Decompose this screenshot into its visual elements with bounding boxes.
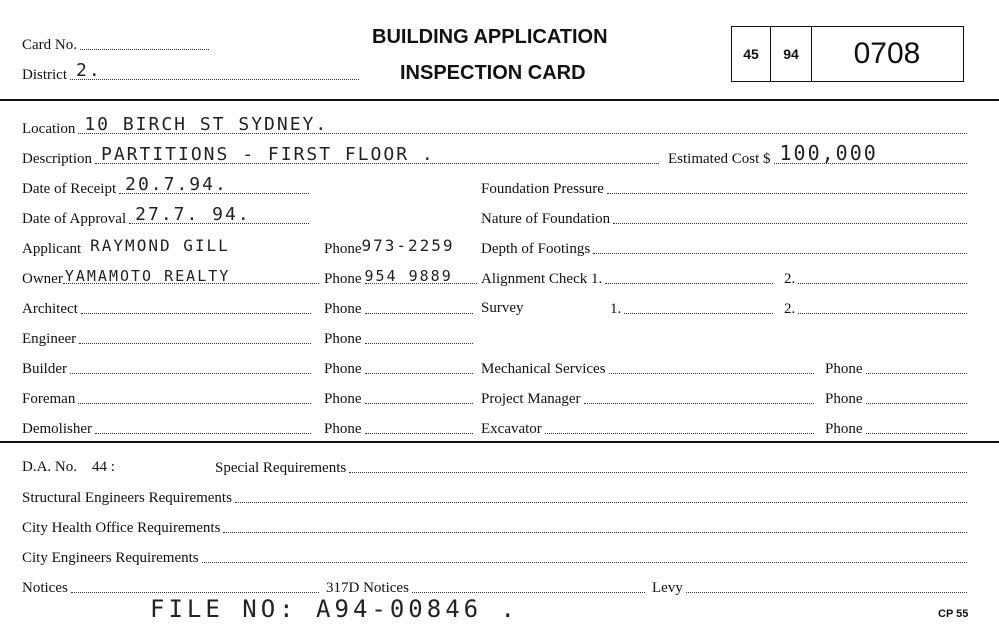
engineer-field	[22, 328, 314, 348]
nature-of-foundation-field	[481, 208, 970, 228]
date-of-approval-label: Date of Approval	[22, 211, 127, 227]
demolisher-label: Demolisher	[22, 421, 92, 437]
foundation-pressure-dots	[607, 193, 967, 194]
estimated-cost-dots	[774, 141, 968, 165]
engineer-label: Engineer	[22, 331, 77, 347]
owner-dots	[63, 267, 319, 285]
header-divider	[0, 99, 999, 101]
location-label: Location	[22, 121, 76, 137]
demolisher-phone-field	[324, 418, 476, 438]
survey-2-dots	[798, 313, 967, 314]
owner-field	[22, 268, 322, 288]
owner-phone-dots	[364, 267, 478, 285]
owner-phone-label: Phone	[324, 271, 362, 287]
city-health-label: City Health Office Requirements	[22, 520, 221, 536]
city-engineers-field	[22, 547, 970, 567]
owner-value: YAMAMOTO REALTY	[64, 267, 231, 285]
owner-phone-field	[324, 268, 480, 288]
structural-engineers-dots	[235, 502, 967, 503]
foreman-phone-label: Phone	[324, 391, 362, 407]
reference-box-b: 94	[771, 27, 812, 81]
owner-label: Owner	[22, 271, 63, 287]
demolisher-phone-dots	[365, 433, 474, 434]
form-code: CP 55	[938, 608, 969, 620]
structural-engineers-field	[22, 487, 970, 507]
excavator-phone-dots	[866, 433, 968, 434]
alignment-check-2-field	[784, 268, 970, 288]
applicant-phone-label: Phone	[324, 241, 362, 257]
engineer-dots	[79, 343, 311, 344]
builder-field	[22, 358, 314, 378]
demolisher-phone-label: Phone	[324, 421, 362, 437]
applicant-value: RAYMOND GILL	[90, 236, 230, 255]
reference-box-a: 45	[732, 27, 771, 81]
depth-of-footings-dots	[593, 253, 967, 254]
da-no-label: D.A. No.	[22, 459, 77, 475]
alignment-check-1-dots	[605, 283, 773, 284]
date-of-approval-field	[22, 204, 312, 228]
city-health-dots	[223, 532, 967, 533]
builder-phone-dots	[365, 373, 474, 374]
foreman-phone-field	[324, 388, 476, 408]
estimated-cost-field	[668, 141, 970, 168]
card-no-label: Card No.	[22, 37, 77, 53]
excavator-phone-label: Phone	[825, 421, 863, 437]
foundation-pressure-field	[481, 178, 970, 198]
notices-317d-label: 317D Notices	[326, 580, 409, 596]
engineer-phone-field	[324, 328, 476, 348]
description-label: Description	[22, 151, 92, 167]
survey-2-label: 2.	[784, 301, 796, 317]
date-of-receipt-value: 20.7.94.	[125, 174, 228, 195]
builder-phone-label: Phone	[324, 361, 362, 377]
special-requirements-label: Special Requirements	[215, 460, 347, 476]
architect-phone-dots	[365, 313, 474, 314]
applicant-field	[22, 238, 322, 258]
foreman-phone-dots	[365, 403, 474, 404]
card-no-dots	[80, 49, 209, 50]
notices-317d-field	[326, 577, 648, 597]
date-of-receipt-dots	[119, 174, 309, 195]
demolisher-dots	[95, 433, 311, 434]
depth-of-footings-field	[481, 238, 970, 258]
notices-label: Notices	[22, 580, 68, 596]
depth-of-footings-label: Depth of Footings	[481, 241, 591, 257]
da-no-value: 44 :	[92, 459, 115, 475]
demolisher-field	[22, 418, 314, 438]
form-title-line1: BUILDING APPLICATION	[372, 26, 608, 48]
mechanical-phone-field	[825, 358, 970, 378]
card-no-field	[22, 34, 212, 54]
owner-phone-value: 954 9889	[364, 267, 453, 285]
architect-phone-field	[324, 298, 476, 318]
location-field	[22, 114, 970, 138]
mechanical-services-dots	[609, 373, 814, 374]
city-engineers-dots	[202, 562, 967, 563]
survey-2-field	[784, 298, 970, 318]
excavator-label: Excavator	[481, 421, 542, 437]
district-dots	[70, 60, 359, 81]
foundation-pressure-label: Foundation Pressure	[481, 181, 604, 197]
nature-of-foundation-dots	[613, 223, 967, 224]
description-field	[22, 144, 662, 168]
date-of-receipt-label: Date of Receipt	[22, 181, 117, 197]
architect-field	[22, 298, 314, 318]
project-manager-phone-dots	[866, 403, 968, 404]
special-requirements-field	[215, 457, 970, 477]
project-manager-dots	[584, 403, 814, 404]
file-number: FILE NO: A94-00846 .	[150, 595, 519, 623]
location-dots	[78, 114, 967, 135]
project-manager-field	[481, 388, 817, 408]
levy-label: Levy	[652, 580, 683, 596]
district-field	[22, 60, 362, 84]
nature-of-foundation-label: Nature of Foundation	[481, 211, 611, 227]
notices-dots	[71, 592, 319, 593]
applicant-phone-dots	[361, 236, 478, 255]
survey-1-field	[610, 298, 776, 318]
excavator-phone-field	[825, 418, 970, 438]
foreman-field	[22, 388, 314, 408]
project-manager-phone-field	[825, 388, 970, 408]
description-value: PARTITIONS - FIRST FLOOR .	[100, 144, 435, 165]
reference-number: 0708	[853, 37, 921, 70]
notices-317d-dots	[412, 592, 645, 593]
builder-dots	[70, 373, 311, 374]
special-requirements-dots	[349, 472, 967, 473]
date-of-approval-dots	[129, 204, 309, 225]
alignment-check-label: Alignment Check 1.	[481, 271, 603, 287]
city-engineers-label: City Engineers Requirements	[22, 550, 199, 566]
foreman-dots	[78, 403, 311, 404]
alignment-check-2-dots	[798, 283, 967, 284]
applicant-dots	[84, 236, 319, 255]
date-of-approval-value: 27.7. 94.	[135, 204, 251, 225]
levy-field	[652, 577, 970, 597]
project-manager-label: Project Manager	[481, 391, 581, 407]
survey-1-dots	[624, 313, 773, 314]
excavator-dots	[545, 433, 814, 434]
engineer-phone-dots	[365, 343, 474, 344]
architect-phone-label: Phone	[324, 301, 362, 317]
location-value: 10 BIRCH ST SYDNEY.	[84, 114, 329, 135]
date-of-receipt-field	[22, 174, 312, 198]
project-manager-phone-label: Phone	[825, 391, 863, 407]
estimated-cost-label: Estimated Cost $	[668, 151, 771, 167]
architect-label: Architect	[22, 301, 78, 317]
estimated-cost-value: 100,000	[779, 141, 878, 165]
foreman-label: Foreman	[22, 391, 76, 407]
form-title-line2: INSPECTION CARD	[400, 62, 586, 84]
district-label: District	[22, 67, 67, 83]
mechanical-phone-label: Phone	[825, 361, 863, 377]
reference-box	[731, 26, 964, 82]
survey-1-label: 1.	[610, 301, 622, 317]
survey-label: Survey	[481, 300, 524, 316]
structural-engineers-label: Structural Engineers Requirements	[22, 490, 232, 506]
builder-phone-field	[324, 358, 476, 378]
district-value: 2.	[76, 60, 102, 81]
city-health-field	[22, 517, 970, 537]
builder-label: Builder	[22, 361, 67, 377]
architect-dots	[81, 313, 311, 314]
alignment-check-1-field	[481, 268, 776, 288]
mechanical-services-label: Mechanical Services	[481, 361, 606, 377]
mechanical-services-field	[481, 358, 817, 378]
description-dots	[95, 144, 659, 165]
notices-field	[22, 577, 322, 597]
excavator-field	[481, 418, 817, 438]
alignment-check-2-label: 2.	[784, 271, 796, 287]
mechanical-phone-dots	[866, 373, 968, 374]
applicant-phone-value: 973-2259	[361, 236, 455, 255]
applicant-phone-field	[324, 238, 480, 258]
section-divider	[0, 441, 999, 443]
levy-dots	[686, 592, 967, 593]
applicant-label: Applicant	[22, 241, 82, 257]
engineer-phone-label: Phone	[324, 331, 362, 347]
